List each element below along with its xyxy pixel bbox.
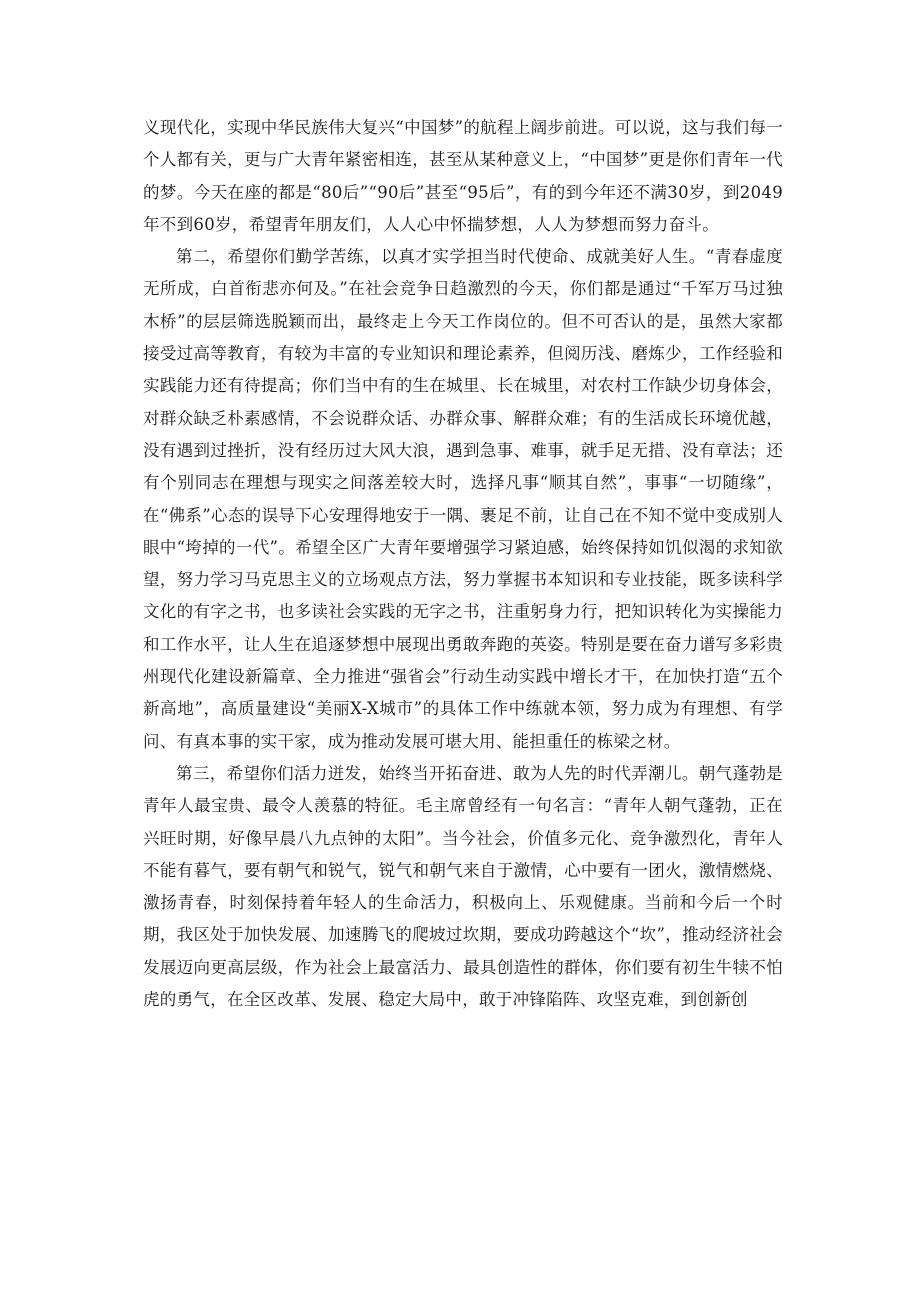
document-body [143,112,783,1016]
paragraph-second: 第二，希望你们勤学苦练，以真才实学担当时代使命、成就美好人生。“青春虚度无所成，白首衔悲亦何及。”在社会竞争日趋激烈的今天，你们都是通过“千军万马过独木桥”的层层筛选脱颖而出，最终走上今天工作岗位的。但不可否认的是，虽然大家都接受过高等教育，有较为丰富的专业知识和理论素养，但阅历浅、磨炼少，工作经验和实践能力还有待提高；你们当中有的生在城里、长在城里，对农村工作缺少切身体会，对群众缺乏朴素感情，不会说群众话、办群众事、解群众难；有的生活成长环境优越，没有遇到过挫折，没有经历过大风大浪，遇到急事、难事，就手足无措、没有章法；还有个别同志在理想与现实之间落差较大时，选择凡事“顺其自然”，事事“一切随缘”，在“佛系”心态的误导下心安理得地安于一隅、裹足不前，让自己在不知不觉中变成别人眼中“垮掉的一代”。希望全区广大青年要增强学习紧迫感，始终保持如饥似渴的求知欲望，努力学习马克思主义的立场观点方法，努力掌握书本知识和专业技能，既多读科学文化的有字之书，也多读社会实践的无字之书，注重躬身力行，把知识转化为实操能力和工作水平，让人生在追逐梦想中展现出勇敢奔跑的英姿。特别是要在奋力谱写多彩贵州现代化建设新篇章、全力推进“强省会”行动生动实践中增长才干，在加快打造“五个新高地”，高质量建设“美丽X-X城市”的具体工作中练就本领，努力成为有理想、有学问、有真本事的实干家，成为推动发展可堪大用、能担重任的栋梁之材。 [143,247,783,751]
paragraph-continued: 义现代化，实现中华民族伟大复兴“中国梦”的航程上阔步前进。可以说，这与我们每一个人都有关，更与广大青年紧密相连，甚至从某种意义上，“中国梦”更是你们青年一代的梦。今天在座的都是“80后”“90后”甚至“95后”，有的到今年还不满30岁，到2049年不到60岁，希望青年朋友们，人人心中怀揣梦想，人人为梦想而努力奋斗。 [143,118,783,234]
paragraph-third: 第三，希望你们活力迸发，始终当开拓奋进、敢为人先的时代弄潮儿。朝气蓬勃是青年人最宝贵、最令人羡慕的特征。毛主席曾经有一句名言：“青年人朝气蓬勃，正在兴旺时期，好像早晨八九点钟的太阳”。当今社会，价值多元化、竞争激烈化，青年人不能有暮气，要有朝气和锐气，锐气和朝气来自于激情，心中要有一团火，激情燃烧、激扬青春，时刻保持着年轻人的生命活力，积极向上、乐观健康。当前和今后一个时期，我区处于加快发展、加速腾飞的爬坡过坎期，要成功跨越这个“坎”，推动经济社会发展迈向更高层级，作为社会上最富活力、最具创造性的群体，你们要有初生牛犊不怕虎的勇气，在全区改革、发展、稳定大局中，敢于冲锋陷阵、攻坚克难，到创新创 [143,763,783,1010]
